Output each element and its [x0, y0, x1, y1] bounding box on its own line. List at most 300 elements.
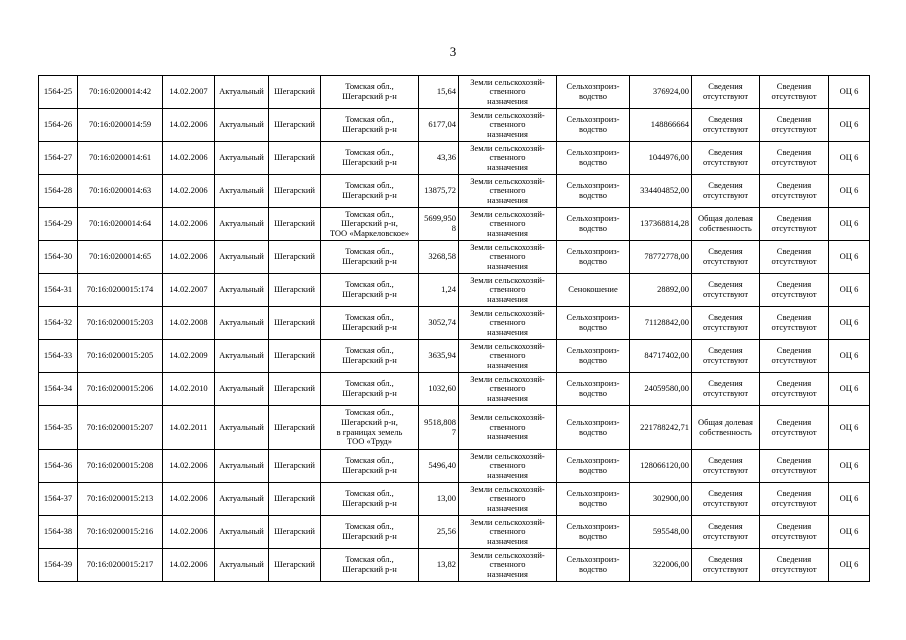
- cell-area: 1,24: [419, 274, 459, 307]
- cell-rights: [692, 142, 760, 175]
- land-category-line: назначения: [487, 260, 528, 271]
- cell-registration-date: 14.02.2007: [163, 274, 215, 307]
- cell-valuation-zone: ОЦ 6: [829, 406, 870, 450]
- rights-line: Сведения: [708, 455, 743, 466]
- address-line: Томская обл.,: [345, 488, 394, 499]
- land-category-line: назначения: [487, 95, 528, 106]
- cell-district: Шегарский: [269, 406, 321, 450]
- rights-line: отсутствуют: [702, 256, 749, 266]
- rights-line: отсутствуют: [702, 465, 749, 475]
- cell-registration-date: 14.02.2006: [163, 516, 215, 549]
- land-category-line: назначения: [487, 227, 528, 238]
- cell-encumbrances: [760, 483, 829, 516]
- permitted-use-line: Сельхозпроиз-: [566, 114, 620, 125]
- permitted-use-line: водство: [579, 223, 607, 233]
- cell-cadastral-number: 70:16:0200015:203: [78, 307, 163, 340]
- land-category-line: ственного: [489, 350, 526, 361]
- cell-status: Актуальный: [215, 450, 269, 483]
- cell-status: Актуальный: [215, 175, 269, 208]
- cell-land-category: [459, 406, 557, 450]
- encumbrances-line: Сведения: [776, 147, 812, 158]
- land-category-line: ственного: [489, 284, 526, 295]
- cell-cadastral-cost: 148866664: [630, 109, 692, 142]
- cell-record-number: 1564-32: [39, 307, 78, 340]
- land-category-line: Земли сельскохозяй-: [470, 142, 545, 153]
- address-line: ТОО «Труд»: [346, 436, 393, 447]
- rights-line: отсутствуют: [702, 91, 749, 101]
- cell-address: [321, 241, 419, 274]
- cell-valuation-zone: ОЦ 6: [829, 208, 870, 241]
- cell-valuation-zone: ОЦ 6: [829, 373, 870, 406]
- rights-line: собственность: [699, 223, 752, 233]
- land-category-line: назначения: [487, 326, 528, 337]
- rights-line: отсутствуют: [702, 124, 749, 134]
- land-category-line: назначения: [487, 293, 528, 304]
- cell-registration-date: 14.02.2006: [163, 483, 215, 516]
- cell-area: 1032,60: [419, 373, 459, 406]
- cell-area: 15,64: [419, 76, 459, 109]
- address-line: Шегарский р-н: [342, 322, 397, 332]
- cell-district: Шегарский: [269, 549, 321, 582]
- cell-record-number: 1564-25: [39, 76, 78, 109]
- cell-rights: [692, 175, 760, 208]
- cell-cadastral-number: 70:16:0200014:63: [78, 175, 163, 208]
- land-category-line: ственного: [489, 317, 526, 328]
- address-line: Томская обл.,: [345, 114, 394, 125]
- cell-area: 13,82: [419, 549, 459, 582]
- cell-address: [321, 340, 419, 373]
- table-body: [39, 76, 870, 582]
- land-category-line: Земли сельскохозяй-: [470, 516, 545, 527]
- cell-cadastral-number: 70:16:0200015:216: [78, 516, 163, 549]
- cell-encumbrances: [760, 241, 829, 274]
- cell-rights: [692, 109, 760, 142]
- land-category-line: ственного: [489, 526, 526, 537]
- address-line: ТОО «Маркеловское»: [329, 227, 410, 238]
- land-category-line: назначения: [487, 128, 528, 139]
- cell-permitted-use: [557, 175, 630, 208]
- land-category-line: ственного: [489, 251, 526, 262]
- table-row: [39, 175, 870, 208]
- cell-registration-date: 14.02.2006: [163, 241, 215, 274]
- cell-encumbrances: [760, 516, 829, 549]
- cell-permitted-use: [557, 450, 630, 483]
- rights-line: Сведения: [708, 521, 743, 532]
- cell-valuation-zone: ОЦ 6: [829, 483, 870, 516]
- cell-land-category: [459, 175, 557, 208]
- permitted-use-line: Сельхозпроиз-: [566, 213, 620, 224]
- cell-area: 5699,9508: [419, 208, 459, 241]
- cell-land-category: [459, 142, 557, 175]
- cell-status: Актуальный: [215, 516, 269, 549]
- cell-cadastral-number: 70:16:0200014:61: [78, 142, 163, 175]
- cell-cadastral-number: 70:16:0200014:42: [78, 76, 163, 109]
- permitted-use-line: водство: [579, 190, 607, 200]
- cell-area: 43,36: [419, 142, 459, 175]
- permitted-use-line: Сельхозпроиз-: [566, 455, 620, 466]
- cell-district: Шегарский: [269, 208, 321, 241]
- cell-cadastral-number: 70:16:0200014:64: [78, 208, 163, 241]
- land-category-line: ственного: [489, 185, 526, 196]
- cell-permitted-use: [557, 208, 630, 241]
- cell-district: Шегарский: [269, 450, 321, 483]
- land-category-line: назначения: [487, 161, 528, 172]
- encumbrances-line: Сведения: [776, 455, 812, 466]
- cell-valuation-zone: ОЦ 6: [829, 76, 870, 109]
- cell-rights: [692, 274, 760, 307]
- cell-address: [321, 274, 419, 307]
- table-row: [39, 516, 870, 549]
- encumbrances-line: отсутствуют: [771, 355, 817, 365]
- cell-record-number: 1564-26: [39, 109, 78, 142]
- cell-permitted-use: [557, 76, 630, 109]
- cell-permitted-use: [557, 483, 630, 516]
- cell-address: [321, 483, 419, 516]
- land-category-line: ственного: [489, 559, 526, 570]
- cell-permitted-use: [557, 241, 630, 274]
- cell-area: 25,56: [419, 516, 459, 549]
- land-category-line: Земли сельскохозяй-: [470, 549, 545, 560]
- cell-valuation-zone: ОЦ 6: [829, 516, 870, 549]
- cell-address: [321, 373, 419, 406]
- encumbrances-line: Сведения: [776, 213, 812, 224]
- cell-registration-date: 14.02.2008: [163, 307, 215, 340]
- land-category-line: Земли сельскохозяй-: [470, 208, 545, 219]
- permitted-use-line: Сенокошение: [568, 284, 618, 295]
- table-row: [39, 109, 870, 142]
- land-plots-table: [38, 75, 870, 582]
- permitted-use-line: водство: [579, 564, 607, 574]
- land-category-line: ственного: [489, 218, 526, 229]
- address-line: Шегарский р-н: [342, 157, 397, 167]
- cell-valuation-zone: ОЦ 6: [829, 175, 870, 208]
- address-line: Шегарский р-н: [342, 190, 397, 200]
- cell-record-number: 1564-29: [39, 208, 78, 241]
- encumbrances-line: Сведения: [776, 345, 812, 356]
- cell-registration-date: 14.02.2006: [163, 450, 215, 483]
- land-category-line: ственного: [489, 460, 526, 471]
- cell-area: 6177,04: [419, 109, 459, 142]
- cell-rights: [692, 516, 760, 549]
- cell-valuation-zone: ОЦ 6: [829, 109, 870, 142]
- cell-address: [321, 109, 419, 142]
- table-row: [39, 76, 870, 109]
- cell-district: Шегарский: [269, 142, 321, 175]
- cell-rights: [692, 483, 760, 516]
- cell-status: Актуальный: [215, 340, 269, 373]
- rights-line: Сведения: [708, 554, 743, 565]
- cell-encumbrances: [760, 274, 829, 307]
- cell-district: Шегарский: [269, 241, 321, 274]
- cell-cadastral-number: 70:16:0200015:205: [78, 340, 163, 373]
- cell-cadastral-number: 70:16:0200015:213: [78, 483, 163, 516]
- permitted-use-line: Сельхозпроиз-: [566, 147, 620, 158]
- permitted-use-line: Сельхозпроиз-: [566, 488, 620, 499]
- cell-status: Актуальный: [215, 208, 269, 241]
- cell-address: [321, 549, 419, 582]
- cell-land-category: [459, 450, 557, 483]
- permitted-use-line: водство: [579, 531, 607, 541]
- permitted-use-line: Сельхозпроиз-: [566, 554, 620, 565]
- cell-district: Шегарский: [269, 175, 321, 208]
- cell-cadastral-cost: 71128842,00: [630, 307, 692, 340]
- cell-rights: [692, 307, 760, 340]
- address-line: Шегарский р-н: [342, 256, 397, 266]
- table-row: [39, 549, 870, 582]
- land-category-line: Земли сельскохозяй-: [470, 274, 545, 285]
- land-category-line: назначения: [487, 431, 528, 442]
- cell-rights: [692, 406, 760, 450]
- cell-cadastral-number: 70:16:0200015:208: [78, 450, 163, 483]
- cell-registration-date: 14.02.2009: [163, 340, 215, 373]
- cell-permitted-use: [557, 142, 630, 175]
- land-category-line: ственного: [489, 152, 526, 163]
- cell-land-category: [459, 208, 557, 241]
- cell-valuation-zone: ОЦ 6: [829, 340, 870, 373]
- rights-line: Сведения: [708, 345, 743, 356]
- cell-encumbrances: [760, 406, 829, 450]
- rights-line: Сведения: [708, 312, 743, 323]
- permitted-use-line: Сельхозпроиз-: [566, 416, 620, 427]
- cell-record-number: 1564-31: [39, 274, 78, 307]
- cell-cadastral-number: 70:16:0200015:174: [78, 274, 163, 307]
- permitted-use-line: водство: [579, 124, 607, 134]
- cell-area: 9518,8087: [419, 406, 459, 450]
- address-line: Томская обл.,: [345, 455, 394, 466]
- land-category-line: назначения: [487, 359, 528, 370]
- cell-encumbrances: [760, 142, 829, 175]
- cell-status: Актуальный: [215, 483, 269, 516]
- cell-status: Актуальный: [215, 307, 269, 340]
- cell-rights: [692, 241, 760, 274]
- address-line: Томская обл.,: [345, 345, 394, 356]
- address-line: Томская обл.,: [345, 407, 394, 418]
- cell-cadastral-number: 70:16:0200014:59: [78, 109, 163, 142]
- cell-cadastral-cost: 221788242,71: [630, 406, 692, 450]
- encumbrances-line: Сведения: [776, 378, 812, 389]
- encumbrances-line: отсутствуют: [771, 564, 817, 574]
- cell-land-category: [459, 516, 557, 549]
- encumbrances-line: отсутствуют: [771, 465, 817, 475]
- rights-line: Общая долевая: [698, 416, 753, 427]
- cell-address: [321, 76, 419, 109]
- address-line: Шегарский р-н: [342, 124, 397, 134]
- encumbrances-line: Сведения: [776, 554, 812, 565]
- cell-encumbrances: [760, 450, 829, 483]
- encumbrances-line: отсутствуют: [771, 223, 817, 233]
- cell-permitted-use: [557, 274, 630, 307]
- cell-land-category: [459, 76, 557, 109]
- rights-line: отсутствуют: [702, 498, 749, 508]
- rights-line: отсутствуют: [702, 564, 749, 574]
- cell-status: Актуальный: [215, 241, 269, 274]
- encumbrances-line: Сведения: [776, 114, 812, 125]
- cell-encumbrances: [760, 340, 829, 373]
- encumbrances-line: отсутствуют: [771, 388, 817, 398]
- cell-address: [321, 450, 419, 483]
- encumbrances-line: Сведения: [776, 81, 812, 92]
- cell-cadastral-cost: 302900,00: [630, 483, 692, 516]
- permitted-use-line: водство: [579, 322, 607, 332]
- address-line: в границах земель: [336, 426, 403, 437]
- land-category-line: Земли сельскохозяй-: [470, 307, 545, 318]
- cell-registration-date: 14.02.2010: [163, 373, 215, 406]
- cell-encumbrances: [760, 208, 829, 241]
- encumbrances-line: отсутствуют: [771, 426, 817, 437]
- cell-permitted-use: [557, 373, 630, 406]
- land-category-line: Земли сельскохозяй-: [470, 450, 545, 461]
- permitted-use-line: Сельхозпроиз-: [566, 312, 620, 323]
- cell-registration-date: 14.02.2007: [163, 76, 215, 109]
- cell-land-category: [459, 549, 557, 582]
- address-line: Томская обл.,: [345, 81, 394, 92]
- cell-permitted-use: [557, 109, 630, 142]
- cell-cadastral-cost: 595548,00: [630, 516, 692, 549]
- cell-registration-date: 14.02.2006: [163, 109, 215, 142]
- encumbrances-line: Сведения: [776, 488, 812, 499]
- cell-land-category: [459, 241, 557, 274]
- land-category-line: Земли сельскохозяй-: [470, 241, 545, 252]
- cell-record-number: 1564-39: [39, 549, 78, 582]
- cell-status: Актуальный: [215, 109, 269, 142]
- cell-address: [321, 406, 419, 450]
- cell-rights: [692, 373, 760, 406]
- land-category-line: Земли сельскохозяй-: [470, 109, 545, 120]
- encumbrances-line: отсутствуют: [771, 91, 817, 101]
- cell-rights: [692, 208, 760, 241]
- address-line: Шегарский р-н: [342, 531, 397, 541]
- cell-address: [321, 208, 419, 241]
- cell-cadastral-cost: 137368814,28: [630, 208, 692, 241]
- encumbrances-line: Сведения: [776, 312, 812, 323]
- cell-address: [321, 516, 419, 549]
- cell-cadastral-number: 70:16:0200015:207: [78, 406, 163, 450]
- rights-line: Сведения: [708, 114, 743, 125]
- cell-rights: [692, 340, 760, 373]
- permitted-use-line: водство: [579, 157, 607, 167]
- rights-line: отсутствуют: [702, 322, 749, 332]
- cell-land-category: [459, 307, 557, 340]
- cell-permitted-use: [557, 549, 630, 582]
- page-number: 3: [449, 44, 457, 59]
- cell-rights: [692, 76, 760, 109]
- address-line: Томская обл.,: [345, 208, 394, 219]
- cell-record-number: 1564-37: [39, 483, 78, 516]
- cell-permitted-use: [557, 307, 630, 340]
- rights-line: Сведения: [708, 378, 743, 389]
- table-row: [39, 450, 870, 483]
- cell-valuation-zone: ОЦ 6: [829, 307, 870, 340]
- encumbrances-line: Сведения: [776, 521, 812, 532]
- table-row: [39, 307, 870, 340]
- cell-cadastral-cost: 334404852,00: [630, 175, 692, 208]
- land-category-line: назначения: [487, 535, 528, 546]
- table-row: [39, 142, 870, 175]
- cell-encumbrances: [760, 109, 829, 142]
- cell-area: 3268,58: [419, 241, 459, 274]
- table-row: [39, 483, 870, 516]
- cell-area: 3052,74: [419, 307, 459, 340]
- rights-line: отсутствуют: [702, 190, 749, 200]
- land-category-line: назначения: [487, 469, 528, 480]
- cell-valuation-zone: ОЦ 6: [829, 450, 870, 483]
- address-line: Шегарский р-н: [342, 564, 397, 574]
- encumbrances-line: Сведения: [776, 246, 812, 257]
- encumbrances-line: отсутствуют: [771, 157, 817, 167]
- land-category-line: Земли сельскохозяй-: [470, 412, 545, 423]
- address-line: Шегарский р-н: [342, 465, 397, 475]
- rights-line: отсутствуют: [702, 388, 749, 398]
- land-category-line: назначения: [487, 502, 528, 513]
- table-row: [39, 373, 870, 406]
- land-category-line: назначения: [487, 194, 528, 205]
- address-line: Томская обл.,: [345, 279, 394, 290]
- cell-encumbrances: [760, 76, 829, 109]
- cell-registration-date: 14.02.2006: [163, 208, 215, 241]
- land-category-line: Земли сельскохозяй-: [470, 373, 545, 384]
- cell-cadastral-cost: 84717402,00: [630, 340, 692, 373]
- cell-district: Шегарский: [269, 516, 321, 549]
- cell-record-number: 1564-36: [39, 450, 78, 483]
- cell-land-category: [459, 483, 557, 516]
- cell-cadastral-cost: 24059580,00: [630, 373, 692, 406]
- rights-line: отсутствуют: [702, 289, 749, 299]
- permitted-use-line: водство: [579, 91, 607, 101]
- cell-record-number: 1564-33: [39, 340, 78, 373]
- permitted-use-line: водство: [579, 256, 607, 266]
- land-category-line: Земли сельскохозяй-: [470, 175, 545, 186]
- encumbrances-line: отсутствуют: [771, 124, 817, 134]
- permitted-use-line: Сельхозпроиз-: [566, 246, 620, 257]
- cell-record-number: 1564-28: [39, 175, 78, 208]
- cell-cadastral-cost: 28892,00: [630, 274, 692, 307]
- encumbrances-line: отсутствуют: [771, 531, 817, 541]
- cell-district: Шегарский: [269, 340, 321, 373]
- cell-status: Актуальный: [215, 142, 269, 175]
- table-row: [39, 274, 870, 307]
- encumbrances-line: Сведения: [776, 416, 812, 427]
- address-line: Томская обл.,: [345, 312, 394, 323]
- rights-line: отсутствуют: [702, 157, 749, 167]
- encumbrances-line: Сведения: [776, 279, 812, 290]
- rights-line: Сведения: [708, 180, 743, 191]
- land-category-line: назначения: [487, 392, 528, 403]
- cell-status: Актуальный: [215, 373, 269, 406]
- cell-district: Шегарский: [269, 483, 321, 516]
- rights-line: отсутствуют: [702, 531, 749, 541]
- address-line: Томская обл.,: [345, 246, 394, 257]
- permitted-use-line: водство: [579, 388, 607, 398]
- cell-cadastral-cost: 78772778,00: [630, 241, 692, 274]
- cell-status: Актуальный: [215, 76, 269, 109]
- table-row: [39, 241, 870, 274]
- land-category-line: ственного: [489, 86, 526, 97]
- cell-cadastral-number: 70:16:0200014:65: [78, 241, 163, 274]
- encumbrances-line: отсутствуют: [771, 322, 817, 332]
- table-row: [39, 340, 870, 373]
- permitted-use-line: водство: [579, 355, 607, 365]
- land-category-line: ственного: [489, 119, 526, 130]
- cell-area: 5496,40: [419, 450, 459, 483]
- cell-valuation-zone: ОЦ 6: [829, 241, 870, 274]
- permitted-use-line: водство: [579, 498, 607, 508]
- cell-rights: [692, 450, 760, 483]
- cell-cadastral-cost: 376924,00: [630, 76, 692, 109]
- rights-line: собственность: [699, 426, 752, 437]
- cell-registration-date: 14.02.2011: [163, 406, 215, 450]
- address-line: Томская обл.,: [345, 378, 394, 389]
- encumbrances-line: отсутствуют: [771, 498, 817, 508]
